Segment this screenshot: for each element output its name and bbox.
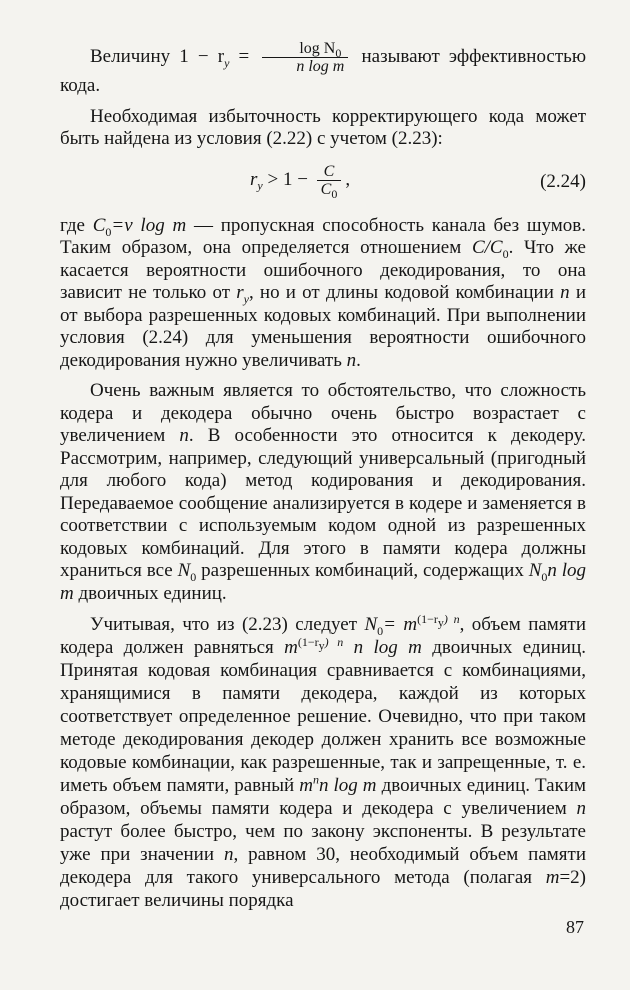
paragraph-memory: Учитывая, что из (2.23) следует $N_0= m^{(1-r_y) n}$, объем памяти кодера должен равняться $m^{(1-r_y) n}$ n log m двоичных единиц. Принятая кодовая комбинация сравнивается с комбинациями, хранящимися в памяти декодера, каждой из которых соответствует определенное решение. Очевидно, что при таком методе декодирования декодер должен хранить все возможные кодовые комбинации, как разрешенные, так и запрещенные, т. е. иметь объем памяти, равный $m^nn$ log m двоичных единиц. Таким образом, объемы памяти кодера и декодера с увеличением n растут более быстро, чем по закону экспоненты. В результате уже при значении n, равном 30, необходимый объем памяти декодера для такого универсального метода (полагая m=2) достигает величины порядка [60, 611, 587, 911]
paragraph-redundancy: Необходимая избыточность корректирующего кода может быть найдена из условия (2.22) с учетом (2.23): [60, 105, 586, 149]
equation-number: (2.24) [540, 170, 586, 192]
paragraph-complexity: Очень важным является то обстоятельство, что сложность кодера и декодера обычно очень быстро возрастает с увеличением n. В особенности это относится к декодеру. Рассмотрим, например, следующий универсальный (пригодный для любого кода) метод кодирования и декодирования. Передаваемое сообщение анализируется в кодере и заменяется в соответствии с используемым кодом одной из разрешенных кодовых комбинаций. Для этого в памяти кодера должны храниться все $N_0$ разрешенных комбинаций, содержащих $N_0n$ log m двоичных единиц. [60, 380, 587, 604]
paragraph-efficiency [60, 40, 586, 98]
paragraph-capacity: где $C_0=v$ log m — пропускная способность канала без шумов. Таким образом, она определяется отношением $C/C_0$. Что же касается вероятности ошибочного декодирования, то она зависит не только от $r_y$, но и от длины кодовой комбинации n и от выбора разрешенных кодовых комбинаций. При выполнении условия (2.24) для уменьшения вероятности ошибочного декодирования нужно увеличивать n. [60, 214, 587, 371]
fraction-logN0: $\frac{\log N_0}{\text{n log m}}$ [262, 40, 348, 75]
page-body [60, 40, 586, 912]
efficiency-formula: $1 - r_y$ = $\frac{\log N_0}{\text{n log m}}$ [179, 46, 361, 67]
equation-formula: $r_y > 1$ − $\frac{C}{C_0}$ , [250, 162, 351, 201]
text-prefix: Величину [90, 45, 171, 67]
text-suffix: называют эффективностью кода. [60, 45, 587, 96]
page-number: 87 [566, 917, 584, 937]
equation-2-24 [60, 157, 586, 213]
